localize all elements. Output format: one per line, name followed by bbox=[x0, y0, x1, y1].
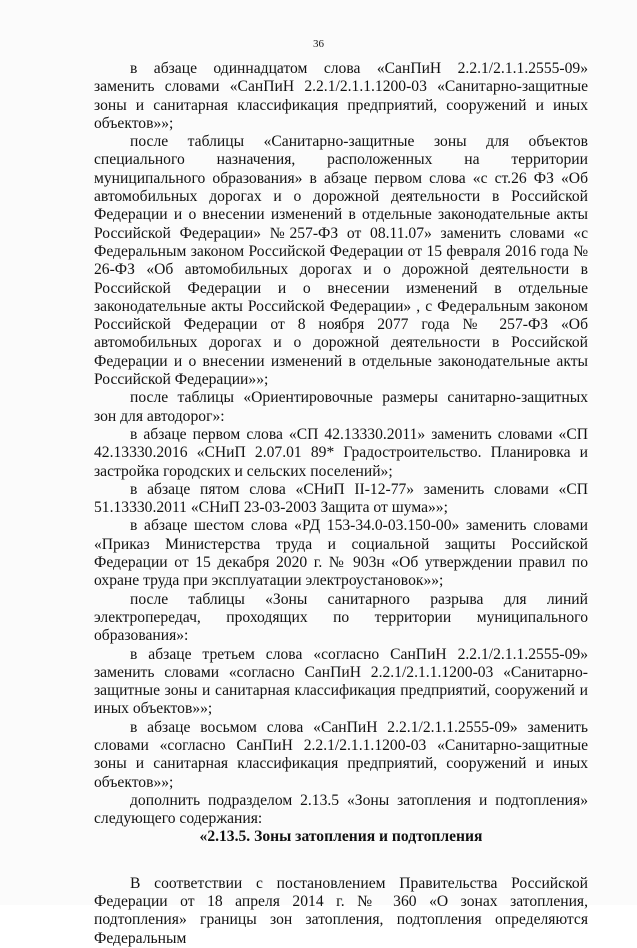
paragraph-4: в абзаце первом слова «СП 42.13330.2011» заменить словами «СП 42.13330.2016 «СНиП 2.07.01 89* Градостроительство. Планировка и застройка городских и сельских поселений»; bbox=[94, 425, 588, 480]
paragraph-10: дополнить подразделом 2.13.5 «Зоны затопления и подтопления» следующего содержания: bbox=[94, 791, 588, 828]
section-heading: «2.13.5. Зоны затопления и подтопления bbox=[199, 828, 483, 846]
paragraph-6: в абзаце шестом слова «РД 153-34.0-03.150-00» заменить словами «Приказ Министерства труда и социальной защиты Российской Федерации от 15 декабря 2020 г. № 903н «Об утверждении правил по охране труда при эксплуатации электроустановок»»; bbox=[94, 517, 588, 590]
paragraph-8: в абзаце третьем слова «согласно СанПиН 2.2.1/2.1.1.2555-09» заменить словами «согласно СанПиН 2.2.1/2.1.1.1200-03 «Санитарно-защитные зоны и санитарная классификация предприятий, сооружений и иных объектов»»; bbox=[94, 645, 588, 718]
paragraph-final: В соответствии с постановлением Правительства Российской Федерации от 18 апреля 2014 г. № 360 «О зонах затопления, подтопления» границы зон затопления, подтопления определяются Федеральным bbox=[94, 874, 588, 947]
paragraph-3: после таблицы «Ориентировочные размеры санитарно-защитных зон для автодорог»: bbox=[94, 389, 588, 425]
page-number: 36 bbox=[313, 38, 324, 50]
document-body bbox=[94, 60, 588, 948]
paragraph-5: в абзаце пятом слова «СНиП II-12-77» заменить словами «СП 51.13330.2011 «СНиП 23-03-2003 Защита от шума»»; bbox=[94, 480, 588, 517]
paragraph-9: в абзаце восьмом слова «СанПиН 2.2.1/2.1.1.2555-09» заменить словами «согласно СанПиН 2.2.1/2.1.1.1200-03 «Санитарно-защитные зоны и санитарная классификация предприятий, сооружений и иных объектов»»; bbox=[94, 718, 588, 791]
paragraph-1: в абзаце одиннадцатом слова «СанПиН 2.2.1/2.1.1.2555-09» заменить словами «СанПиН 2.2.1/2.1.1.1200-03 «Санитарно-защитные зоны и санитарная классификация предприятий, сооружений и иных объектов»»; bbox=[94, 60, 588, 132]
paragraph-7: после таблицы «Зоны санитарного разрыва для линий электропередач, проходящих по территории муниципального образования»: bbox=[94, 590, 588, 645]
paragraph-2: после таблицы «Санитарно-защитные зоны для объектов специального назначения, расположенных на территории муниципального образования» в абзаце первом слова «с ст.26 ФЗ «Об автомобильных дорогах и о дорожной деятельности в Российской Федерации и о внесении изменений в отдельные законодательные акты Российской Федерации» №257-ФЗ от 08.11.07» заменить словами «с Федеральным законом Российской Федерации от 15 февраля 2016 года № 26-ФЗ «Об автомобильных дорогах и о дорожной деятельности в Российской Федерации и о внесении изменений в отдельные законодательные акты Российской Федерации» , с Федеральным законом Российской Федерации от 8 ноября 2077 года № 257-ФЗ «Об автомобильных дорогах и о дорожной деятельности в Российской Федерации и о внесении изменений в отдельные законодательные акты Российской Федерации»»; bbox=[94, 133, 588, 389]
